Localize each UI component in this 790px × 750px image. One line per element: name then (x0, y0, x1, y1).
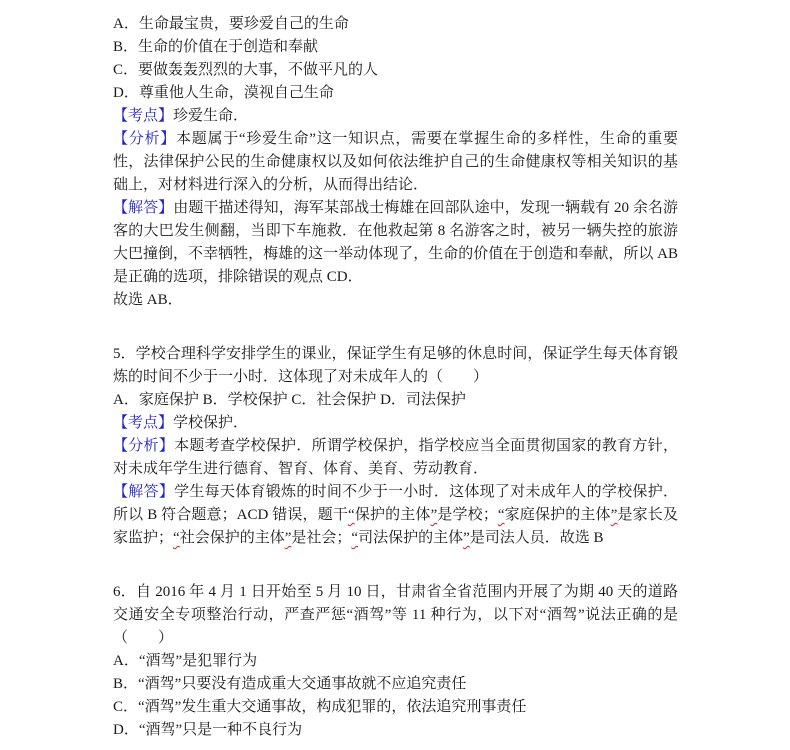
q5-exam-point-line (113, 412, 678, 435)
q4-conclusion: 故选 AB． (113, 292, 183, 308)
q6-option-a: A．“酒驾”是犯罪行为 (113, 653, 258, 669)
q4-exam-point-text: 珍爱生命． (173, 108, 249, 124)
q5-answer-paragraph (113, 481, 678, 550)
q6-stem: 6．自 2016 年 4 月 1 日开始至 5 月 10 日，甘肃省全省范围内开展了为期 40 天的道路交通安全专项整治行动，严查严惩“酒驾”等 11 种行为，以下对“酒驾”说法正确的是（ ） (113, 584, 678, 646)
exam-point-label: 【考点】 (113, 415, 174, 431)
q4-option-b: B．生命的价值在于创造和奉献 (113, 39, 319, 55)
question4-answer-block (113, 13, 678, 312)
q4-answer-text: 由题干描述得知，海军某部战士梅雄在回部队途中，发现一辆载有 20 余名游客的大巴发生侧翻，当即下车施救．在他救起第 8 名游客之时，被另一辆失控的旅游大巴撞倒，不幸牺牲，梅雄的这一举动体现了，生命的价值在于创造和奉献，所以 AB 是正确的选项，排除错误的观点 CD． (113, 200, 678, 285)
answer-label: 【解答】 (113, 200, 174, 216)
q5-options-line: A．家庭保护 B．学校保护 C．社会保护 D．司法保护 (113, 392, 466, 408)
q5-answer-text: 学生每天体育锻炼的时间不少于一小时．这体现了对未成年人的学校保护．所以 B 符合题意；ACD 错误，题干“保护的主体”是学校；“家庭保护的主体”是家长及家监护；“社会保护的主体”是社会；“司法保护的主体”是司法人员．故选 B (113, 484, 678, 546)
q6-option-b: B．“酒驾”只要没有造成重大交通事故就不应追究责任 (113, 676, 467, 692)
q4-option-d: D．尊重他人生命，漠视自己生命 (113, 85, 334, 101)
q5-analysis-paragraph (113, 435, 678, 481)
q4-option-c: C．要做轰轰烈烈的大事，不做平凡的人 (113, 62, 379, 78)
q6-option-d: D．“酒驾”只是一种不良行为 (113, 722, 303, 738)
q4-analysis-text: 本题属于“珍爱生命”这一知识点，需要在掌握生命的多样性，生命的重要性，法律保护公民的生命健康权以及如何依法维护自己的生命健康权等相关知识的基础上，对材料进行深入的分析，从而得出结论． (113, 131, 678, 193)
q4-exam-point-line (113, 105, 678, 128)
q4-analysis-paragraph (113, 128, 678, 197)
exam-point-label: 【考点】 (113, 108, 174, 124)
analysis-label: 【分析】 (113, 131, 176, 147)
q6-option-c: C．“酒驾”发生重大交通事故，构成犯罪的，依法追究刑事责任 (113, 699, 527, 715)
question5-block (113, 343, 678, 550)
answer-label: 【解答】 (113, 484, 175, 500)
analysis-label: 【分析】 (113, 438, 175, 454)
q5-exam-point-text: 学校保护． (173, 415, 249, 431)
q5-analysis-text: 本题考查学校保护．所谓学校保护，指学校应当全面贯彻国家的教育方针，对未成年学生进行德育、智育、体育、美育、劳动教育． (113, 438, 678, 477)
q4-option-a: A．生命最宝贵，要珍爱自己的生命 (113, 16, 349, 32)
q5-stem: 5．学校合理科学安排学生的课业，保证学生有足够的休息时间，保证学生每天体育锻炼的时间不少于一小时．这体现了对未成年人的（ ） (113, 346, 678, 385)
q4-answer-paragraph (113, 197, 678, 289)
question6-block (113, 581, 678, 742)
